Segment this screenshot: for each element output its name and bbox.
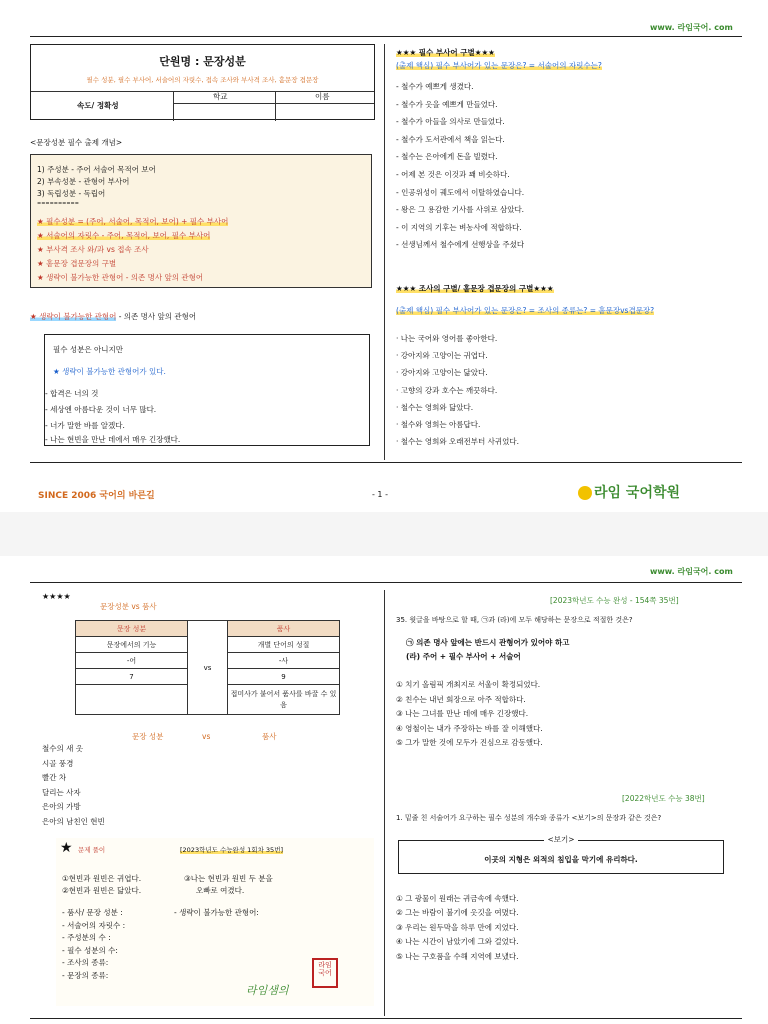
list-item: - 철수가 옷을 예쁘게 만들었다. [396, 99, 498, 109]
footer-slogan: SINCE 2006 국어의 바른길 [38, 491, 155, 501]
list-item: 은아의 남친인 현빈 [42, 816, 105, 826]
title-box [30, 44, 375, 120]
option: ③ 나는 그녀를 만난 데에 매우 긴장했다. [396, 709, 529, 719]
table-head: 품사 [228, 621, 340, 637]
omit-line: - 나는 현빈을 만난 데에서 매우 긴장했다. [45, 435, 181, 444]
list-item: · 강아지와 고양이는 닮았다. [396, 368, 488, 378]
word-list [42, 744, 105, 831]
list-item: - 이 지역의 기후는 벼농사에 적합하다. [396, 222, 522, 232]
q2-text: 1. 밑줄 친 서술어가 요구하는 필수 성분의 개수와 종류가 <보기>의 문장과 같은 것은? [396, 814, 662, 822]
bogi-label: <보기> [399, 835, 723, 845]
note-item: - 필수 성분의 수: [62, 945, 118, 955]
page-gap [0, 512, 768, 556]
omit-line: - 세상엔 아름다운 것이 너무 많다. [45, 405, 157, 414]
right-sub-2: (출제 핵심) 필수 부사어가 있는 문장은? = 조사의 종류는? = 홑문장vs겹문장? [396, 306, 655, 315]
compare-title: 문장성분 vs 품사 [100, 602, 157, 611]
table-cell: 9 [228, 669, 340, 685]
site-url: www. 라임국어. com [650, 23, 733, 32]
list-item: 철수의 새 옷 [42, 744, 83, 753]
page-2 [0, 556, 768, 1024]
concept-line: ★ 서술어의 자릿수 - 주어, 목적어, 보어, 필수 부사어 [37, 231, 211, 240]
concept-divider: ========== [37, 201, 79, 207]
list-item: 빨간 차 [42, 773, 67, 782]
concept-line: 3) 독립성분 - 독립어 [37, 189, 106, 198]
concept-line: ★ 부사격 조사 와/과 vs 접속 조사 [37, 245, 149, 254]
unit-title: 단원명 : 문장성분 [159, 55, 246, 68]
list-item: - 왕은 그 용감한 기사를 사위로 삼았다. [396, 205, 525, 215]
table-vs: vs [188, 621, 228, 715]
note-b2: 오빠로 여겼다. [196, 886, 245, 895]
compare-table [75, 620, 340, 715]
note-item: - 조사의 종류: [62, 958, 109, 967]
note-item: - 주성분의 수 : [62, 933, 111, 942]
stars: ★★★★ [42, 592, 71, 601]
table-cell: 문장에서의 기능 [76, 637, 188, 653]
q1-text: 35. 윗글을 바탕으로 할 때, ㉠과 (라)에 모두 해당하는 문장으로 적절한 것은? [396, 616, 633, 624]
header-speed: 속도/ 정확성 [77, 101, 119, 110]
note-item: - 문장의 종류: [62, 970, 109, 980]
compare2-right: 품사 [262, 732, 277, 741]
note-ref: [2023학년도 수능완성 1회차 35번] [180, 846, 284, 854]
site-url: www. 라임국어. com [650, 567, 733, 576]
omit-heading: ★ 생략이 불가능한 관형어 - 의존 명사 앞의 관형어 [30, 312, 197, 321]
omit-line: - 합격은 너의 것 [45, 389, 99, 398]
list-item: · 고향의 강과 호수는 깨끗하다. [396, 385, 498, 395]
table-head: 문장 성분 [76, 621, 188, 637]
option: ① 그 광물이 원래는 귀금속에 속했다. [396, 894, 519, 903]
option: ⑤ 나는 구호품을 수해 지역에 보냈다. [396, 951, 519, 961]
right-list-2 [396, 334, 519, 454]
academy-logo: 라임 국어학원 [578, 482, 680, 502]
option: ③ 우리는 원두막을 하루 만에 지었다. [396, 922, 519, 932]
option: ⑤ 그가 말한 것에 모두가 진심으로 감동했다. [396, 738, 543, 748]
concept-line: 2) 부속성분 - 관형어 부사어 [37, 177, 130, 186]
list-item: · 철수는 영희와 닮았다. [396, 402, 474, 412]
bogi-text: 이곳의 지형은 외적의 침입을 막기에 유리하다. [484, 855, 638, 864]
concept-line: 1) 주성분 - 주어 서술어 목적어 보어 [37, 165, 156, 174]
q1-options [396, 680, 543, 753]
lime-icon [578, 486, 592, 500]
q1-cond2: (라) 주어 + 필수 부사어 + 서술어 [406, 652, 521, 661]
q1-cond1: ㉠ 의존 명사 앞에는 반드시 관형어가 있어야 하고 [406, 638, 570, 647]
note-omit: - 생략이 불가능한 관형어: [174, 908, 259, 917]
list-item: - 철수가 예쁘게 생겼다. [396, 82, 474, 91]
omit-line: ★ 생략이 불가능한 관형어가 있다. [53, 367, 166, 376]
header-school: 학교 [213, 92, 228, 101]
list-item: · 강아지와 고양이는 귀엽다. [396, 351, 488, 361]
page-number: - 1 - [372, 490, 388, 499]
table-cell: -사 [228, 653, 340, 669]
seal-stamp: 라임 국어 [312, 958, 338, 988]
option: ② 친수는 내년 회장으로 아주 적합하다. [396, 694, 526, 704]
header-name: 이름 [315, 92, 330, 101]
option: ① 치기 올림픽 개최지로 서울이 확정되었다. [396, 680, 541, 689]
right-heading-1: ★★★ 필수 부사어 구별★★★ [396, 48, 495, 57]
compare2-left: 문장 성분 [132, 732, 164, 741]
table-cell: 접미사가 붙어서 품사를 바꿀 수 있음 [228, 685, 340, 715]
q1-ref: [2023학년도 수능 완성 - 154쪽 35번] [550, 596, 679, 605]
compare2-vs: vs [202, 732, 211, 741]
list-item: - 인공위성이 궤도에서 이탈하였습니다. [396, 187, 525, 197]
concept-line: ★ 생략이 불가능한 관형어 - 의존 명사 앞의 관형어 [37, 273, 204, 282]
q2-ref: [2022학년도 수능 38번] [622, 794, 705, 803]
star-icon: ★ [60, 840, 73, 856]
list-item: - 어제 본 것은 이것과 꽤 비슷하다. [396, 169, 510, 179]
list-item: - 철수가 도서관에서 책을 읽는다. [396, 134, 505, 144]
table-cell: -어 [76, 653, 188, 669]
table-cell [76, 685, 188, 715]
note-a1: ①현빈과 원빈은 귀엽다. [62, 874, 142, 883]
note-b1: ③나는 현빈과 원빈 두 분을 [184, 874, 273, 883]
omit-box [44, 334, 370, 446]
note-card [56, 838, 374, 1006]
list-item: · 나는 국어와 영어를 좋아한다. [396, 334, 498, 343]
note-item: - 품사/ 문장 성분 : [62, 908, 123, 917]
list-item: - 철수가 아들을 의사로 만들었다. [396, 117, 505, 127]
option: ④ 나는 시간이 남았기에 그와 걸었다. [396, 937, 519, 947]
note-a2: ②현빈과 원빈은 닮았다. [62, 886, 142, 895]
note-items [62, 908, 125, 983]
omit-line: - 너가 말한 바를 알겠다. [45, 421, 125, 430]
q2-options [396, 894, 518, 966]
note-item: - 서술어의 자릿수 : [62, 920, 126, 930]
list-item: 달리는 사자 [42, 787, 81, 797]
list-item: - 철수는 은아에게 돈을 빌렸다. [396, 152, 498, 162]
concept-line: ★ 필수성분 = (주어, 서술어, 목적어, 보어) + 필수 부사어 [37, 217, 229, 226]
concept-heading: <문장성분 필수 출제 개념> [30, 138, 123, 147]
unit-subtitle: 필수 성분, 필수 부사어, 서술어의 자릿수, 접속 조사와 부사격 조사, 홑문장 겹문장 [86, 76, 319, 84]
right-list-1 [396, 82, 524, 258]
list-item: 은아의 가방 [42, 802, 81, 811]
list-item: · 철수는 영희와 오래전부터 사귀었다. [396, 437, 519, 447]
table-cell: 개별 단어의 성질 [228, 637, 340, 653]
list-item: · 철수와 영희는 아름답다. [396, 419, 481, 429]
note-title: 문제 풀이 [78, 846, 106, 854]
right-sub-1: (출제 핵심) 필수 부사어가 있는 문장은? = 서술어의 자릿수는? [396, 61, 602, 70]
list-item: - 선생님께서 철수에게 선행상을 주셨다 [396, 240, 525, 250]
option: ④ 영철이는 내가 주장하는 바를 잘 이해했다. [396, 723, 543, 733]
option: ② 그는 바람이 불기에 옷깃을 여몄다. [396, 908, 519, 918]
omit-line: 필수 성분은 아니지만 [53, 345, 123, 354]
table-cell: 7 [76, 669, 188, 685]
concept-box [30, 154, 372, 288]
concept-line: ★ 홑문장 겹문장의 구별 [37, 259, 117, 268]
right-heading-2: ★★★ 조사의 구별/ 홑문장 겹문장의 구별★★★ [396, 284, 554, 293]
bogi-box [398, 835, 724, 874]
signature: 라임샘의 [246, 984, 289, 997]
list-item: 시골 풍경 [42, 758, 74, 768]
